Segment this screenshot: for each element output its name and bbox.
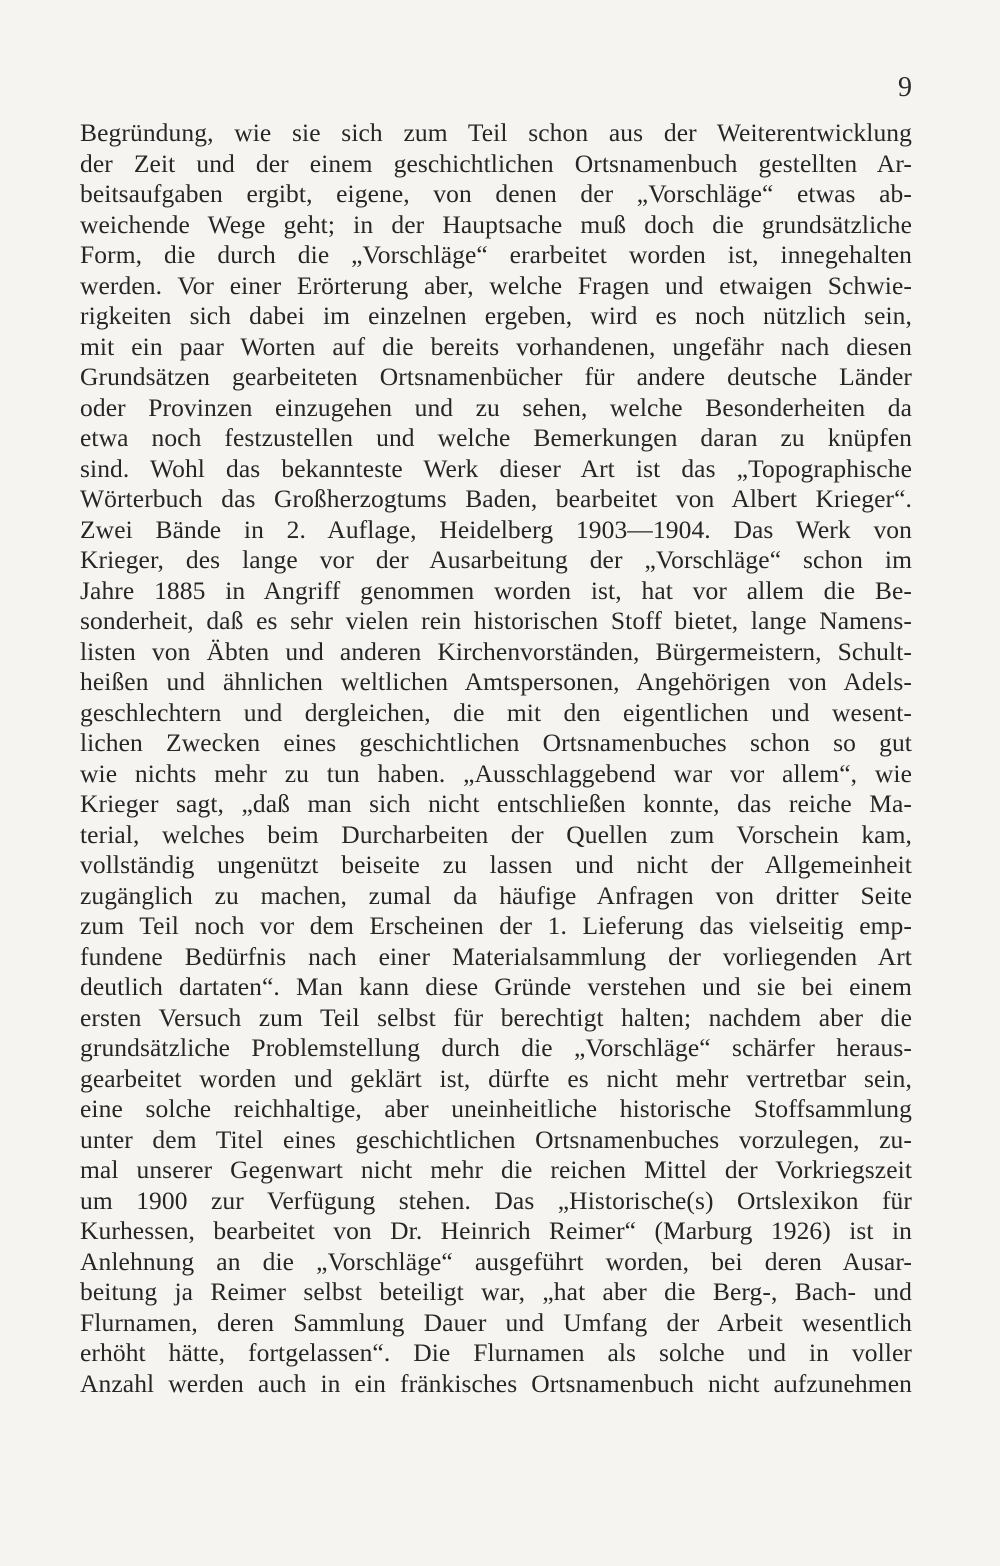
text-line: Flurnamen, deren Sammlung Dauer und Umfang der Arbeit wesentlich — [80, 1307, 912, 1337]
text-line: unter dem Titel eines geschichtlichen Ortsnamenbuches vorzulegen, zu- — [80, 1124, 912, 1154]
text-line: fundene Bedürfnis nach einer Materialsammlung der vorliegenden Art — [80, 941, 912, 971]
text-line: erhöht hätte, fortgelassen“. Die Flurnamen als solche und in voller — [80, 1338, 912, 1367]
text-line: mit ein paar Worten auf die bereits vorhandenen, ungefähr nach diesen — [80, 331, 912, 361]
text-line: sonderheit, daß es sehr vielen rein historischen Stoff bietet, lange Namens- — [80, 606, 912, 635]
text-line: beitsaufgaben ergibt, eigene, von denen der „Vorschläge“ etwas ab- — [80, 179, 912, 208]
text-line: Begründung, wie sie sich zum Teil schon aus der Weiterentwicklung — [80, 118, 912, 147]
text-line: grundsätzliche Problemstellung durch die „Vorschläge“ schärfer heraus- — [80, 1033, 912, 1062]
text-line: Grundsätzen gearbeiteten Ortsnamenbücher für andere deutsche Länder — [80, 362, 912, 391]
text-line: gearbeitet worden und geklärt ist, dürfte es nicht mehr vertretbar sein, — [80, 1063, 912, 1093]
text-line: geschlechtern und dergleichen, die mit den eigentlichen und wesent- — [80, 697, 912, 727]
page-number: 9 — [898, 72, 912, 103]
text-line: ersten Versuch zum Teil selbst für berechtigt halten; nachdem aber die — [80, 1002, 912, 1032]
text-line: terial, welches beim Durcharbeiten der Quellen zum Vorschein kam, — [80, 819, 912, 849]
text-line: Form, die durch die „Vorschläge“ erarbeitet worden ist, innegehalten — [80, 240, 912, 269]
text-line: lichen Zwecken eines geschichtlichen Ortsnamenbuches schon so gut — [80, 728, 912, 757]
text-line: sind. Wohl das bekannteste Werk dieser Art ist das „Topographische — [80, 453, 912, 483]
text-line: wie nichts mehr zu tun haben. „Ausschlaggebend war vor allem“, wie — [80, 758, 912, 788]
text-line: weichende Wege geht; in der Hauptsache muß doch die grundsätzliche — [80, 209, 912, 239]
text-line: rigkeiten sich dabei im einzelnen ergeben, wird es noch nützlich sein, — [80, 301, 912, 330]
text-line: heißen und ähnlichen weltlichen Amtspersonen, Angehörigen von Adels- — [80, 667, 912, 696]
text-line: um 1900 zur Verfügung stehen. Das „Historische(s) Ortslexikon für — [80, 1185, 912, 1215]
text-line: werden. Vor einer Erörterung aber, welche Fragen und etwaigen Schwie- — [80, 270, 912, 300]
text-line: oder Provinzen einzugehen und zu sehen, welche Besonderheiten da — [80, 392, 912, 422]
text-line: Zwei Bände in 2. Auflage, Heidelberg 1903—1904. Das Werk von — [80, 514, 912, 544]
text-line: listen von Äbten und anderen Kirchenvorständen, Bürgermeistern, Schult- — [80, 636, 912, 666]
text-line: etwa noch festzustellen und welche Bemerkungen daran zu knüpfen — [80, 423, 912, 452]
text-line: Wörterbuch das Großherzogtums Baden, bearbeitet von Albert Krieger“. — [80, 484, 912, 513]
text-line: Jahre 1885 in Angriff genommen worden ist, hat vor allem die Be- — [80, 575, 912, 605]
text-line: zum Teil noch vor dem Erscheinen der 1. Lieferung das vielseitig emp- — [80, 911, 912, 940]
text-line: Krieger sagt, „daß man sich nicht entschließen konnte, das reiche Ma- — [80, 789, 912, 818]
body-text — [80, 118, 912, 1399]
text-line: eine solche reichhaltige, aber uneinheitliche historische Stoffsammlung — [80, 1094, 912, 1123]
text-line: mal unserer Gegenwart nicht mehr die reichen Mittel der Vorkriegszeit — [80, 1155, 912, 1184]
text-line: Kurhessen, bearbeitet von Dr. Heinrich Reimer“ (Marburg 1926) ist in — [80, 1216, 912, 1245]
text-line: vollständig ungenützt beiseite zu lassen und nicht der Allgemeinheit — [80, 850, 912, 879]
text-line: deutlich dartaten“. Man kann diese Gründe verstehen und sie bei einem — [80, 972, 912, 1001]
text-line: beitung ja Reimer selbst beteiligt war, „hat aber die Berg-, Bach- und — [80, 1277, 912, 1306]
text-line: Anzahl werden auch in ein fränkisches Ortsnamenbuch nicht aufzunehmen — [80, 1368, 912, 1398]
text-line: Krieger, des lange vor der Ausarbeitung der „Vorschläge“ schon im — [80, 545, 912, 574]
text-line: der Zeit und der einem geschichtlichen Ortsnamenbuch gestellten Ar- — [80, 148, 912, 178]
text-line: Anlehnung an die „Vorschläge“ ausgeführt worden, bei deren Ausar- — [80, 1246, 912, 1276]
text-line: zugänglich zu machen, zumal da häufige Anfragen von dritter Seite — [80, 880, 912, 910]
